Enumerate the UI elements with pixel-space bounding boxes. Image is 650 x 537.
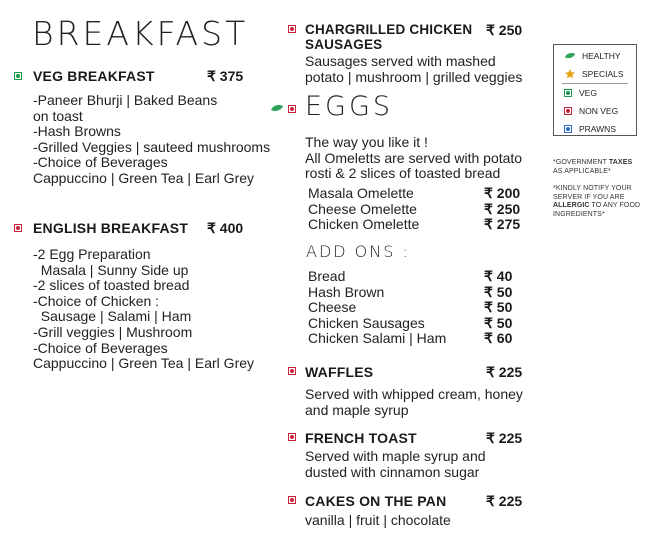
nonveg-symbol-icon [288,105,296,113]
note-bold: ALLERGIC [553,202,590,209]
list-item [308,285,512,301]
legend-prawns [554,120,636,138]
item-price: ₹ 50 [484,299,513,316]
item-price: ₹ 60 [484,330,513,347]
tax-note [553,159,632,176]
item-name: Chicken Sausages [308,314,425,331]
nonveg-symbol-icon [14,224,22,232]
nonveg-symbol-icon [288,367,296,375]
french-toast-description [305,449,486,480]
legend-label: PRAWNS [579,124,616,134]
item-name: Masala Omelette [308,185,414,201]
item-name: Bread [308,268,346,284]
english-breakfast-price: ₹ 400 [207,220,244,236]
list-item [308,186,520,202]
desc-line: -Grilled Veggies | sauteed mushrooms [33,138,271,155]
desc-line: The way you like it ! [305,134,428,150]
veg-breakfast-price: ₹ 375 [207,68,244,84]
desc-line: Cappuccino | Green Tea | Earl Grey [33,169,255,186]
desc-line: on toast [33,107,83,124]
waffles-name: WAFFLES [305,364,374,380]
cakes-price: ₹ 225 [486,493,523,509]
sausages-name-line1: CHARGRILLED CHICKEN [305,22,473,37]
note-text: *GOVERNMENT [553,159,609,166]
item-name: Cheese Omelette [308,200,417,217]
french-toast-name: FRENCH TOAST [305,430,417,446]
item-price: ₹ 40 [484,268,513,284]
eggs-title: EGGS [305,91,394,122]
prawn-symbol-icon [564,125,572,133]
veg-breakfast-description [33,93,270,187]
note-text: TO ANY FOOD [589,202,641,209]
legend-label: SPECIALS [582,69,624,79]
addons-list [308,269,512,347]
desc-line: -2 Egg Preparation [33,246,151,262]
list-item [308,300,512,316]
legend-box [553,44,637,136]
note-text: SERVER IF YOU ARE [553,193,625,201]
item-name: Hash Brown [308,283,385,300]
desc-line: All Omeletts are served with potato [305,149,523,166]
note-text: *KINDLY NOTIFY YOUR [553,185,632,192]
legend-specials [554,65,636,83]
breakfast-title: BREAKFAST [32,14,249,53]
desc-line: Masala | Sunny Side up [33,261,189,278]
legend-label: VEG [579,88,597,98]
allergy-note [553,185,640,219]
healthy-leaf-icon [270,104,284,113]
nonveg-symbol-icon [288,433,296,441]
veg-symbol-icon [14,72,22,80]
veg-breakfast-name: VEG BREAKFAST [33,68,155,84]
note-bold: TAXES [608,159,633,166]
legend-veg [554,84,636,102]
item-price: ₹ 275 [484,216,521,233]
desc-line: -Paneer Bhurji | Baked Beans [33,92,218,108]
eggs-menu-list [308,186,520,233]
desc-line: Sausage | Salami | Ham [33,308,192,325]
desc-line: -2 slices of toasted bread [33,277,190,294]
desc-line: and maple syrup [305,401,409,418]
desc-line: Served with whipped cream, honey [305,386,523,402]
cakes-name: CAKES ON THE PAN [305,493,447,509]
veg-symbol-icon [564,89,572,97]
legend-nonveg [554,102,636,120]
legend-label: HEALTHY [582,51,621,61]
waffles-price: ₹ 225 [486,364,523,380]
nonveg-symbol-icon [288,25,296,33]
nonveg-symbol-icon [288,496,296,504]
sausages-name [305,22,472,52]
item-price: ₹ 200 [484,185,521,201]
list-item [308,316,512,332]
cakes-description [305,513,451,529]
desc-line: Served with maple syrup and [305,448,486,464]
list-item [308,217,520,233]
item-name: Chicken Omelette [308,216,420,233]
star-icon [564,68,576,80]
legend-healthy [554,47,636,65]
waffles-description [305,387,523,418]
desc-line: rosti & 2 slices of toasted bread [305,165,501,182]
eggs-description [305,135,522,182]
list-item [308,331,512,347]
sausages-description [305,54,522,85]
desc-line: -Grill veggies | Mushroom [33,323,193,340]
sausages-price: ₹ 250 [486,22,523,38]
desc-line: -Choice of Chicken : [33,292,160,309]
desc-line: dusted with cinnamon sugar [305,463,480,480]
desc-line: Cappuccino | Green Tea | Earl Grey [33,355,255,372]
item-name: Cheese [308,299,357,316]
legend-label: NON VEG [579,106,619,116]
list-item [308,202,520,218]
addons-title: ADD ONS : [306,242,410,261]
note-text: INGREDIENTS* [553,210,605,218]
healthy-leaf-icon [564,52,576,60]
desc-line: -Choice of Beverages [33,339,168,356]
english-breakfast-name: ENGLISH BREAKFAST [33,220,189,236]
french-toast-price: ₹ 225 [486,430,523,446]
sausages-name-line2: SAUSAGES [305,37,383,52]
english-breakfast-description [33,247,254,372]
desc-line: vanilla | fruit | chocolate [305,512,451,528]
item-price: ₹ 250 [484,200,521,217]
item-name: Chicken Salami | Ham [308,330,447,347]
desc-line: Sausages served with mashed [305,53,496,69]
desc-line: -Hash Browns [33,123,121,140]
note-text: AS APPLICABLE* [553,167,611,175]
list-item [308,269,512,285]
desc-line: potato | mushroom | grilled veggies [305,68,523,85]
item-price: ₹ 50 [484,283,513,300]
item-price: ₹ 50 [484,314,513,331]
desc-line: -Choice of Beverages [33,154,168,171]
nonveg-symbol-icon [564,107,572,115]
